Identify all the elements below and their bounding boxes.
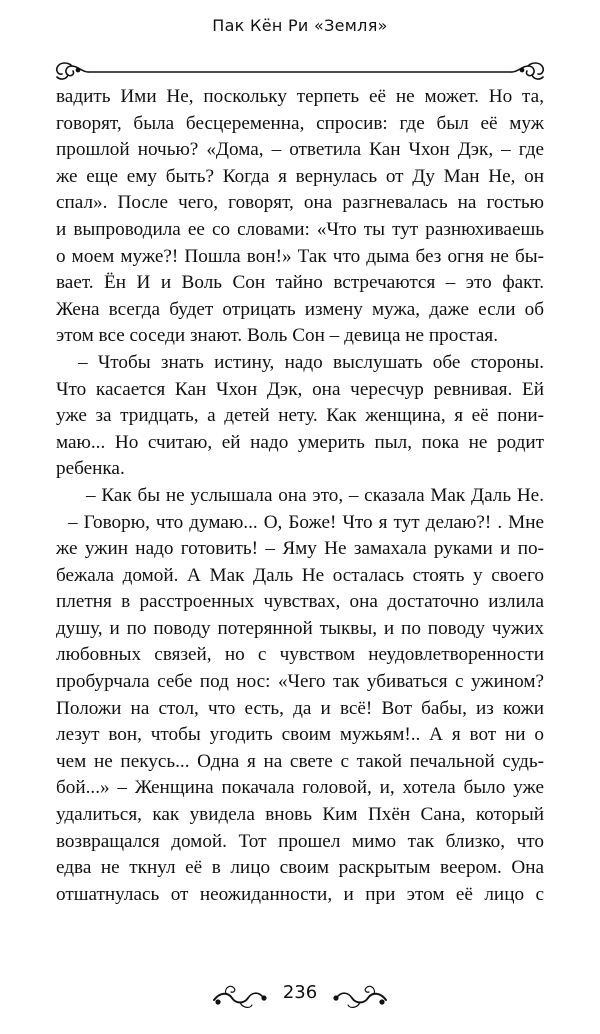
text-line: пробурчала себе под нос: «Чего так убиваться с ужином? (56, 671, 544, 693)
text-line: плетня в расстроенных чувствах, она достаточно излила (56, 591, 544, 613)
text-line: – Чтобы знать истину, надо выслушать обе стороны. (78, 351, 544, 373)
text-line: бежала домой. А Мак Даль Не осталась стоять у своего (56, 564, 544, 586)
text-line: – Как бы не услышала она это, – сказала Мак Даль Не. (86, 484, 544, 506)
header-rule (52, 56, 548, 84)
scroll-ornament-icon (57, 63, 88, 79)
text-line: едва не ткнул её в лицо своим раскрытым веером. Она (56, 857, 544, 879)
text-line: отшатнулась от неожиданности, и при этом её лицо с (56, 883, 544, 905)
text-line: лезут вон, чтобы угодить своим мужьям!.. А я вот ни о (56, 724, 544, 746)
text-line: говорят, была бесцеременна, спросив: где был её муж (56, 112, 544, 134)
text-line: вает. Ён И и Воль Сон тайно встречаются – это факт. (56, 272, 544, 294)
text-line: маю... Но считаю, ей надо умерить пыл, пока не родит (56, 431, 544, 453)
text-line: же еще ему быть? Когда я вернулась от Ду Ман Не, он (56, 165, 544, 187)
text-line: удалиться, как увидела вновь Ким Пхён Сана, который (56, 804, 544, 826)
text-line: же ужин надо готовить! – Яму Не замахала руками и по- (56, 538, 544, 560)
text-line: Положи на стол, что есть, да и всё! Вот бабы, из кожи (56, 697, 544, 719)
text-line: Жена всегда будет отрицать измену мужа, даже если об (56, 298, 544, 320)
text-line: о моем муже?! Пошла вон!» Так что дыма без огня не бы- (56, 245, 544, 267)
text-line: прошлой ночью? «Дома, – ответила Кан Чхон Дэк, – где (56, 139, 544, 161)
text-line: вадить Ими Не, поскольку терпеть её не может. Но та, (56, 86, 544, 107)
text-line: уже за тридцать, а детей нету. Как женщина, я её пони- (56, 405, 544, 427)
text-line: этом все соседи знают. Воль Сон – девица не простая. (56, 325, 499, 347)
body-text (56, 84, 544, 908)
running-head-title: Пак Кён Ри «Земля» (212, 16, 388, 35)
text-line: чем не пекусь... Одна я на свете с такой печальной судь- (56, 750, 544, 772)
text-line: спал». После чего, говорят, она разгневалась на гостью (56, 192, 544, 214)
page-number: 236 (282, 982, 318, 1003)
text-line: – Говорю, что думаю... О, Боже! Что я тут делаю?! . Мне (68, 511, 544, 533)
scroll-ornament-icon (512, 63, 543, 79)
text-line: Что касается Кан Чхон Дэк, она чересчур ревнивая. Ей (56, 378, 544, 400)
text-line: ребенка. (56, 458, 125, 480)
text-line: возвращался домой. Тот прошел мимо так близко, что (56, 830, 544, 852)
text-line: бой...» – Женщина покачала головой, и, хотела было уже (56, 777, 544, 799)
text-line: и выпроводила ее со словами: «Что ты тут разнюхиваешь (56, 218, 544, 240)
text-line: любовных связей, но с чувством неудовлетворенности (56, 644, 544, 666)
text-line: душу, и по поводу потерянной тыквы, и по поводу чужих (56, 617, 544, 639)
